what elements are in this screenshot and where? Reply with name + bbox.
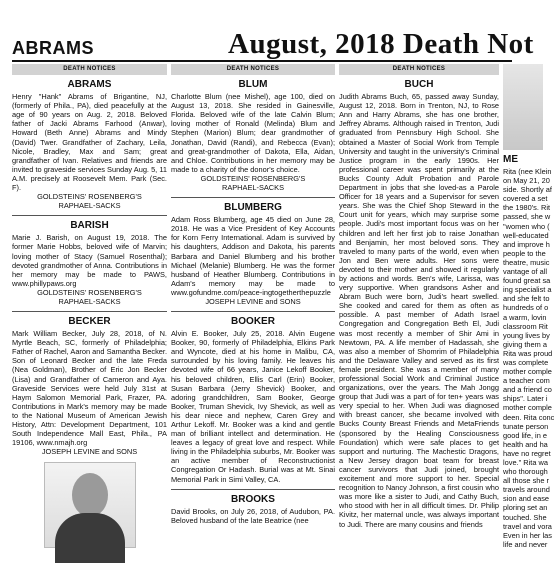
funeral-home: JOSEPH LEVINE and SONS — [41, 447, 138, 457]
partial-line: passed, she w — [503, 212, 551, 222]
partial-line: Rita (nee Klein — [503, 167, 552, 176]
partial-line: covered a set — [503, 194, 548, 204]
obituary-body: Marie J. Barish, on August 19, 2018. The former Marie Hobbs, beloved wife of Marvin; loving mother of Stacy (Samuel Rosenthal); devoted grandmother of Anna. Contributions in her memory may be made to PAWS, www.phillypaws.org — [12, 233, 167, 288]
obituary-name: ABRAMS — [67, 79, 112, 91]
page-header-left: ABRAMS — [12, 38, 94, 58]
portrait-body — [55, 513, 125, 563]
obituary-booker — [171, 316, 335, 484]
partial-line: was complete — [503, 357, 549, 367]
partial-line: classroom Rit — [503, 321, 548, 331]
page-title: August, 2018 Death Not — [228, 28, 534, 60]
partial-line: a warm, lovin — [503, 312, 547, 322]
partial-line: well-educated — [503, 230, 549, 240]
funeral-home: RAPHAEL-SACKS — [58, 296, 121, 306]
obituary-body: Mark William Becker, July 28, 2018, of N. Myrtle Beach, SC, formerly of Philadelphia; Father of Rachel, Aaron and Samantha Becker. Son of Leonard Becker and the late Freda (Nea Goldman), Brother of Eric Jon Becker (Lisa) and Grandfather of Cameron and Aya. Graveside Services were held July 31st at Haym Salomon Memorial Park, Frazer, PA. Contributions in Mark's memory may be made to the National Museum of American Jewish History, Attn: Development Department, 101 South Independence Mall East, Phila., PA 19106, www.nmajh.org — [12, 329, 167, 448]
partial-line: travels around — [503, 485, 550, 495]
partial-line: sion and ease — [503, 494, 550, 504]
obituary-body: Adam Ross Blumberg, age 45 died on June 28, 2018. He was a Vice President of Key Accounts for Korn Ferry International. Adam is survived by his daughters, Addison and Dakota, his parents Barbara and Daniel Blumberg and his brother Michael (Melanie) Blumberg. He was the former husband of Heather Blumberg. Contributions in Adam's memory may be made to www.gofundme.com/peace-ingtogetherthepuzzle — [171, 215, 335, 297]
column-1 — [12, 64, 167, 512]
partial-line: and a friend co — [503, 385, 552, 395]
obituary-body: Alvin E. Booker, July 25, 2018. Alvin Eugene Booker, 90, formerly of Philadelphia, Elkins Park and Wyncote, died at his home in Malibu, CA, surrounded by his loving family. He leaves his devoted wife of 66 years, Janice Lekoff Booker, his beloved children, Ellis Carl (Erin) Booker, Susan Barbara (Jerry Shevick) Booker, and adoring grandchildren, Sam Booker, George Booker, Truman Shevick, Ivy Shevick, as well as his dear niece and nephew, Caren Grey and Arthur Lekoff. Mr. Booker was a kind and gentle man of brilliant intellect and determination. He leaves a legacy of great love and respect. While living in the Philadelphia suburbs, Mr. Booker was an active member of Reconstructionist Congregation Or Hadash. Burial was at Mt. Sinai Memorial Park in Simi Valley, CA. — [171, 329, 335, 484]
section-label: DEATH NOTICES — [171, 64, 335, 75]
partial-line: mother comple — [503, 403, 552, 413]
partial-line: have no regret — [503, 448, 551, 458]
partial-line: Even in her las — [503, 530, 552, 540]
obituary-name-partial: ME — [503, 154, 518, 165]
portrait-photo — [44, 462, 136, 548]
obituary-body: Henry "Hank" Abrams of Brigantine, NJ, (formerly of Phila., PA), died peacefully at the age of 90 years on Aug. 2, 2018. Beloved father of Jacki Abrams Farhood (Anwar), Howard (Beth Anne) Abrams and Mindy (David) Twer. Grandfather of Zachary, Leila, Nicole, Bradley, Max and Sam; great grandfather of Ivan. Relatives and friends are invited to graveside services Sunday Aug. 5, 11 A.M. precisely at Roosevelt Mem. Park (Sec. F). — [12, 92, 167, 193]
partial-line: vantage of all — [503, 267, 547, 277]
obituary-blumberg — [171, 202, 335, 306]
section-label: DEATH NOTICES — [339, 64, 499, 75]
obituary-name: BLUM — [238, 79, 268, 91]
partial-line: ing specialist a — [503, 285, 552, 295]
funeral-home: GOLDSTEINS' ROSENBERG'S — [37, 192, 142, 202]
partial-line: love." Rita wa — [503, 458, 548, 467]
partial-line: side. Shortly af — [503, 185, 552, 195]
funeral-home: JOSEPH LEVINE and SONS — [205, 296, 301, 306]
divider — [171, 489, 335, 490]
partial-line: mother comple — [503, 367, 552, 377]
partial-line: young lives by — [503, 330, 550, 340]
header-rule — [12, 60, 512, 62]
partial-line: who thorough — [503, 467, 548, 477]
obituary-name: BOOKER — [231, 316, 275, 328]
funeral-home: GOLDSTEINS' ROSENBERG'S — [200, 173, 306, 183]
funeral-home: RAPHAEL-SACKS — [58, 201, 121, 211]
obituary-body: David Brooks, on July 26, 2018, of Audubon, PA. Beloved husband of the late Beatrice (nee — [171, 506, 335, 525]
partial-line: tunate person — [503, 421, 549, 431]
obituary-name: BROOKS — [231, 493, 275, 505]
partial-line: a teacher com — [503, 376, 550, 386]
partial-line: found great sa — [503, 276, 551, 286]
partial-line: health and ha — [503, 439, 548, 449]
partial-line: life and never — [503, 539, 548, 549]
divider — [171, 311, 335, 312]
obituary-body-partial — [503, 167, 554, 549]
partial-line: travel and vora — [503, 521, 552, 531]
obituary-name: BLUMBERG — [224, 202, 282, 214]
column-4-partial — [503, 64, 554, 549]
obituary-abrams — [12, 79, 167, 210]
obituary-name: BECKER — [68, 316, 111, 328]
obituary-body: Charlotte Blum (nee Mishel), age 100, died on August 13, 2018. She resided in Gainesville, Florida. Beloved wife of the late Calvin Blum; loving mother of Ronald (Melinda) Blum and Stephen (Marion) Blum; dear grandmother of Jonathan, David (Randi), and Rebecca (Evan); and great-grandmother of Dakota, Ella, Aidan, and Chloe. Contributions in her memory may be made to a charity of the donor's choice. — [171, 92, 335, 174]
partial-line: deen. Rita conc — [503, 412, 554, 422]
divider — [171, 197, 335, 198]
section-label: DEATH NOTICES — [12, 64, 167, 75]
divider — [12, 215, 167, 216]
partial-line: all those she r — [503, 476, 550, 486]
partial-line: and improve h — [503, 239, 550, 249]
partial-line: touched. She — [503, 512, 547, 522]
obituary-name: BARISH — [70, 220, 109, 232]
funeral-home: RAPHAEL-SACKS — [221, 183, 285, 193]
partial-line: giving them a — [503, 339, 547, 349]
partial-line: hundreds of o — [503, 303, 549, 313]
column-3 — [339, 64, 499, 529]
obituary-brooks — [171, 494, 335, 525]
partial-line: good life, in e — [503, 430, 547, 440]
obituary-name: BUCH — [404, 79, 434, 91]
column-2 — [171, 64, 335, 525]
portrait-photo — [503, 64, 543, 150]
funeral-home: GOLDSTEINS' ROSENBERG'S — [37, 287, 142, 297]
obituary-body: Judith Abrams Buch, 65, passed away Sunday, August 12, 2018. Born in Trenton, NJ, to Rose Ann and Harry Abrams, she has one brother, Jeffrey Abrams. Although raised in Trenton, Judi graduated from Pennsbury High School. She obtained a Master of Social Work from Temple University and taught in the university's Criminal Justice program in the early 1990s. Her professional career was spent primarily at the Bucks County Adult Probation and Parole Department in jobs that she loved-as a Parole Officer for 18 years and a Supervisor for seven years. She was the Chief Shop Steward in the Court unit for years, which may surprise some people. Judi's most important focus was on her children and left her first job to raise Jonathan and Benjamin, her most beloved sons. They traveled to many parts of the world, even when Jon and Ben were adults. Her sons were devoted to their mother and showed it regularly by actions and words. Ben's wife, Larissa, was very supportive. When grandsons Asher and Abram Buch were born, Judi's heart swelled. She cooked and cared for them as often as possible. A past member of Adath Israel Congregation and Congregation Beth El, Judi was most recently a member of Shir Ami in Newtown, PA. A life member of Hadassah, she was also a member of Shomrim of Philadelphia and the Delaware Valley and served as its first female president. She was a member of many professional Social Work and Criminal Justice organizations, over the years. The Mah Jongg group that Judi was a part of for ten+ years was very special to her. When Judi was diagnosed with breast cancer, she became involved with Bucks County Breast Friends and MetaFriends (sponsored by the Healing Consciousness Foundation) which were safe places to get support and nurturing. The Machestic Dragons, a New Jersey dragon boat team for breast cancer survivors that Judi joined, brought excitement and more support to her. Special recognition to Nancy Johnson, a first cousin who was more like a sister to Judi, and Cathy Buch, who stood with her in all difficult times. Dr. Philip Kivitz, her maternal uncle, was always important to Judi. There are many cousins and friends — [339, 92, 499, 529]
partial-line: the 1980's. Rit — [503, 203, 551, 213]
obituary-blum — [171, 79, 335, 192]
partial-line: people to the — [503, 248, 546, 258]
partial-line: ships". Later i — [503, 394, 548, 404]
obituary-becker — [12, 316, 167, 456]
partial-line: Rita was proud — [503, 348, 553, 358]
portrait-head — [72, 473, 108, 517]
partial-line: theatre, music — [503, 257, 550, 267]
obituary-barish — [12, 220, 167, 306]
obituary-buch — [339, 79, 499, 529]
partial-line: ploring set an — [503, 503, 548, 513]
partial-line: "women who ( — [503, 221, 550, 231]
partial-line: and she felt to — [503, 294, 550, 304]
divider — [12, 311, 167, 312]
partial-line: on May 21, 20 — [503, 176, 550, 186]
